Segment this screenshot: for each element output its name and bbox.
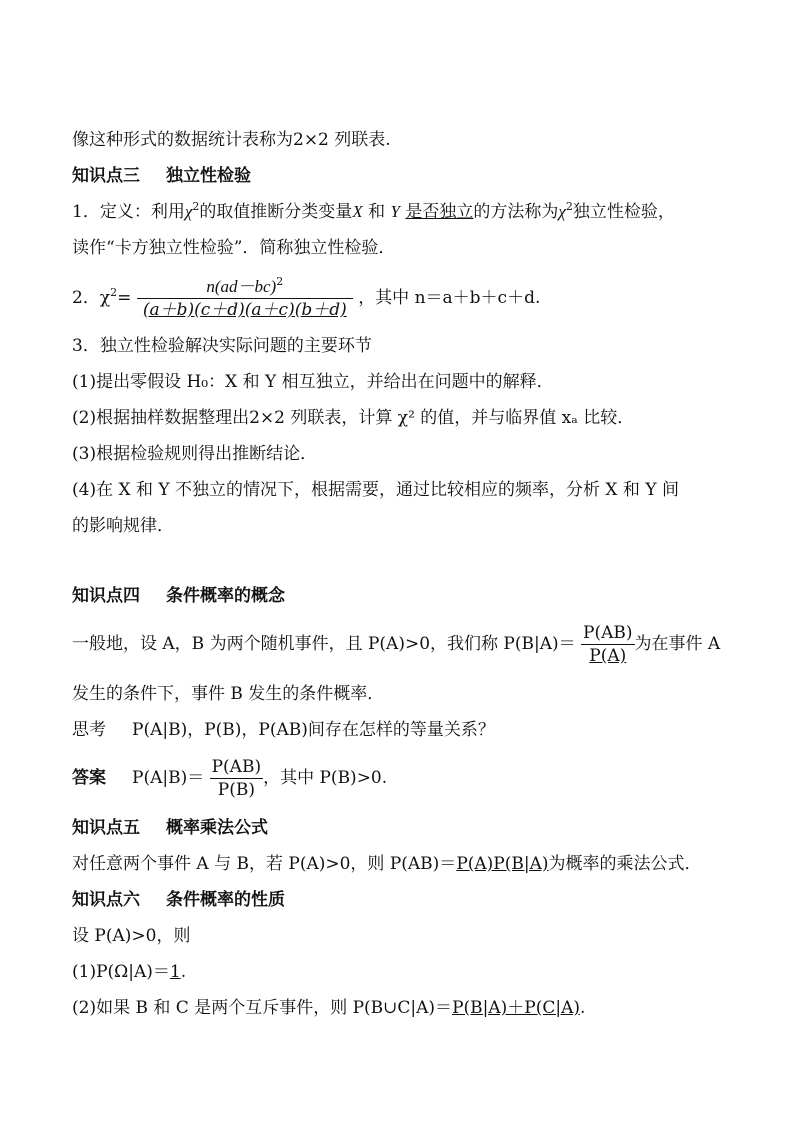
definition-text: 为在事件 A — [634, 634, 721, 654]
underlined-answer: P(B|A)＋P(C|A) — [452, 998, 580, 1018]
section-heading-5 — [72, 816, 268, 840]
formula-denominator: (a＋b)(c＋d)(a＋c)(b＋d) — [142, 300, 347, 320]
underlined-answer: P(A)P(B|A) — [456, 854, 549, 874]
definition-line — [72, 200, 675, 224]
property-text: (2)如果 B 和 C 是两个互斥事件，则 P(B∪C|A)＝ — [72, 998, 453, 1018]
step-1: (1)提出零假设 H₀：X 和 Y 相互独立，并给出在问题中的解释． — [72, 372, 554, 392]
superscript: 2 — [276, 275, 284, 288]
step-2: (2)根据抽样数据整理出2×2 列联表，计算 χ² 的值，并与临界值 xₐ 比较． — [72, 408, 635, 428]
equals-sign: = — [117, 288, 132, 308]
think-question — [72, 718, 495, 742]
chi-symbol: χ — [558, 202, 566, 221]
formula-fraction — [137, 276, 353, 321]
definition-text: 1．定义：利用 — [72, 202, 185, 222]
answer — [72, 756, 387, 801]
definition-text: 和 — [368, 202, 386, 222]
formula-text: 为概率的乘法公式． — [548, 854, 702, 874]
superscript: 2 — [565, 200, 573, 213]
answer-fraction — [210, 756, 263, 801]
conditional-probability-definition — [72, 622, 720, 667]
definition-text: 独立性检验， — [572, 202, 675, 222]
var-x: X — [352, 202, 363, 221]
heading-title: 独立性检验 — [166, 166, 251, 186]
property-text: (1)P(Ω|A)＝ — [72, 962, 170, 982]
formula-text: 对任意两个事件 A 与 B，若 P(A)>0，则 P(AB)＝ — [72, 854, 457, 874]
section-heading-4 — [72, 584, 285, 608]
numerator-text: n(ad－bc) — [206, 277, 277, 296]
fraction-numerator: P(AB) — [583, 623, 633, 643]
underlined-answer: 是否独立 — [405, 202, 474, 222]
answer-text: ，其中 P(B)>0. — [263, 768, 388, 788]
steps-heading: 3．独立性检验解决实际问题的主要环节 — [72, 336, 372, 356]
think-text: P(A|B)，P(B)，P(AB)间存在怎样的等量关系？ — [132, 720, 495, 740]
multiplication-formula — [72, 852, 702, 876]
property-text: . — [579, 998, 586, 1018]
definition-text: 一般地，设 A，B 为两个随机事件，且 P(A)>0，我们称 P(B|A)＝ — [72, 634, 576, 654]
heading-title: 条件概率的性质 — [166, 890, 285, 910]
step-4: (4)在 X 和 Y 不独立的情况下，根据需要，通过比较相应的频率，分析 X 和 Y 间 — [72, 480, 679, 500]
property-text: . — [180, 962, 187, 982]
formula-prefix: 2．χ — [72, 288, 111, 308]
fraction-denominator: P(B) — [217, 780, 255, 800]
answer-text: P(A|B)＝ — [132, 768, 205, 788]
fraction-numerator: P(AB) — [211, 757, 262, 777]
formula-suffix: ，其中 n＝a＋b＋c＋d. — [358, 288, 541, 308]
property-2 — [72, 996, 585, 1020]
definition-fraction — [581, 622, 634, 667]
definition-continuation: 读作“卡方独立性检验”．简称独立性检验． — [72, 238, 396, 258]
chi-square-formula — [72, 276, 540, 321]
step-4-continuation: 的影响规律． — [72, 516, 174, 536]
heading-number: 知识点三 — [72, 166, 140, 186]
definition-continuation: 发生的条件下，事件 B 发生的条件概率． — [72, 684, 385, 704]
superscript: 2 — [110, 286, 118, 299]
chi-symbol: χ — [184, 202, 193, 221]
section-heading-6 — [72, 888, 285, 912]
intro-text: 像这种形式的数据统计表称为2×2 列联表. — [72, 130, 391, 150]
heading-number: 知识点六 — [72, 890, 140, 910]
property-condition: 设 P(A)>0，则 — [72, 926, 191, 946]
fraction-denominator: P(A) — [589, 646, 627, 666]
var-y: Y — [390, 202, 400, 221]
think-label: 思考 — [72, 720, 106, 740]
property-1 — [72, 960, 186, 984]
superscript: 2 — [192, 200, 200, 213]
heading-number: 知识点五 — [72, 818, 140, 838]
formula-numerator — [137, 276, 353, 299]
heading-number: 知识点四 — [72, 586, 140, 606]
step-3: (3)根据检验规则得出推断结论． — [72, 444, 318, 464]
heading-title: 概率乘法公式 — [166, 818, 268, 838]
heading-title: 条件概率的概念 — [166, 586, 285, 606]
underlined-answer: 1 — [169, 962, 181, 982]
definition-text: 的取值推断分类变量 — [199, 202, 353, 222]
definition-text: 的方法称为 — [473, 202, 559, 222]
section-heading-3 — [72, 164, 251, 188]
answer-label: 答案 — [72, 768, 106, 788]
